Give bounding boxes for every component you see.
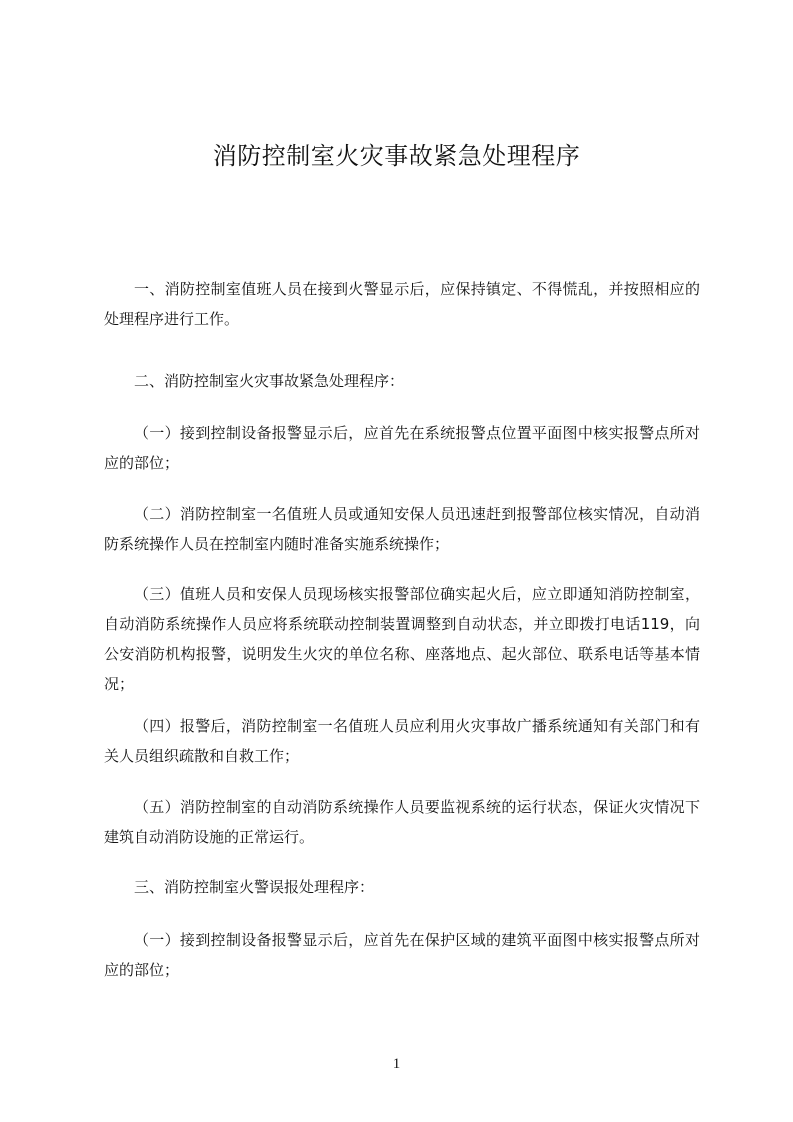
paragraph-1: 一、消防控制室值班人员在接到火警显示后，应保持镇定、不得慌乱，并按照相应的处理程序进行工作。	[104, 280, 700, 328]
paragraph-2-5: （五）消防控制室的自动消防系统操作人员要监视系统的运行状态，保证火灾情况下建筑自动消防设施的正常运行。	[104, 798, 700, 846]
paragraph-2-1: （一）接到控制设备报警显示后，应首先在系统报警点位置平面图中核实报警点所对应的部位；	[104, 424, 700, 472]
section-heading-2: 二、消防控制室火灾事故紧急处理程序：	[134, 372, 405, 390]
paragraph-3-1: （一）接到控制设备报警显示后，应首先在保护区域的建筑平面图中核实报警点所对应的部位；	[104, 931, 700, 979]
page-number: 1	[392, 1056, 401, 1072]
section-heading-3: 三、消防控制室火警误报处理程序：	[134, 878, 375, 896]
document-title: 消防控制室火灾事故紧急处理程序	[212, 142, 581, 170]
paragraph-2-3: （三）值班人员和安保人员现场核实报警部位确实起火后，应立即通知消防控制室，自动消防系统操作人员应将系统联动控制装置调整到自动状态，并立即拨打电话119，向公安消防机构报警，说明发生火灾的单位名称、座落地点、起火部位、联系电话等基本情况；	[104, 585, 700, 693]
paragraph-2-4: （四）报警后，消防控制室一名值班人员应利用火灾事故广播系统通知有关部门和有关人员组织疏散和自救工作；	[104, 717, 700, 765]
paragraph-2-2: （二）消防控制室一名值班人员或通知安保人员迅速赶到报警部位核实情况，自动消防系统操作人员在控制室内随时准备实施系统操作；	[104, 505, 700, 553]
